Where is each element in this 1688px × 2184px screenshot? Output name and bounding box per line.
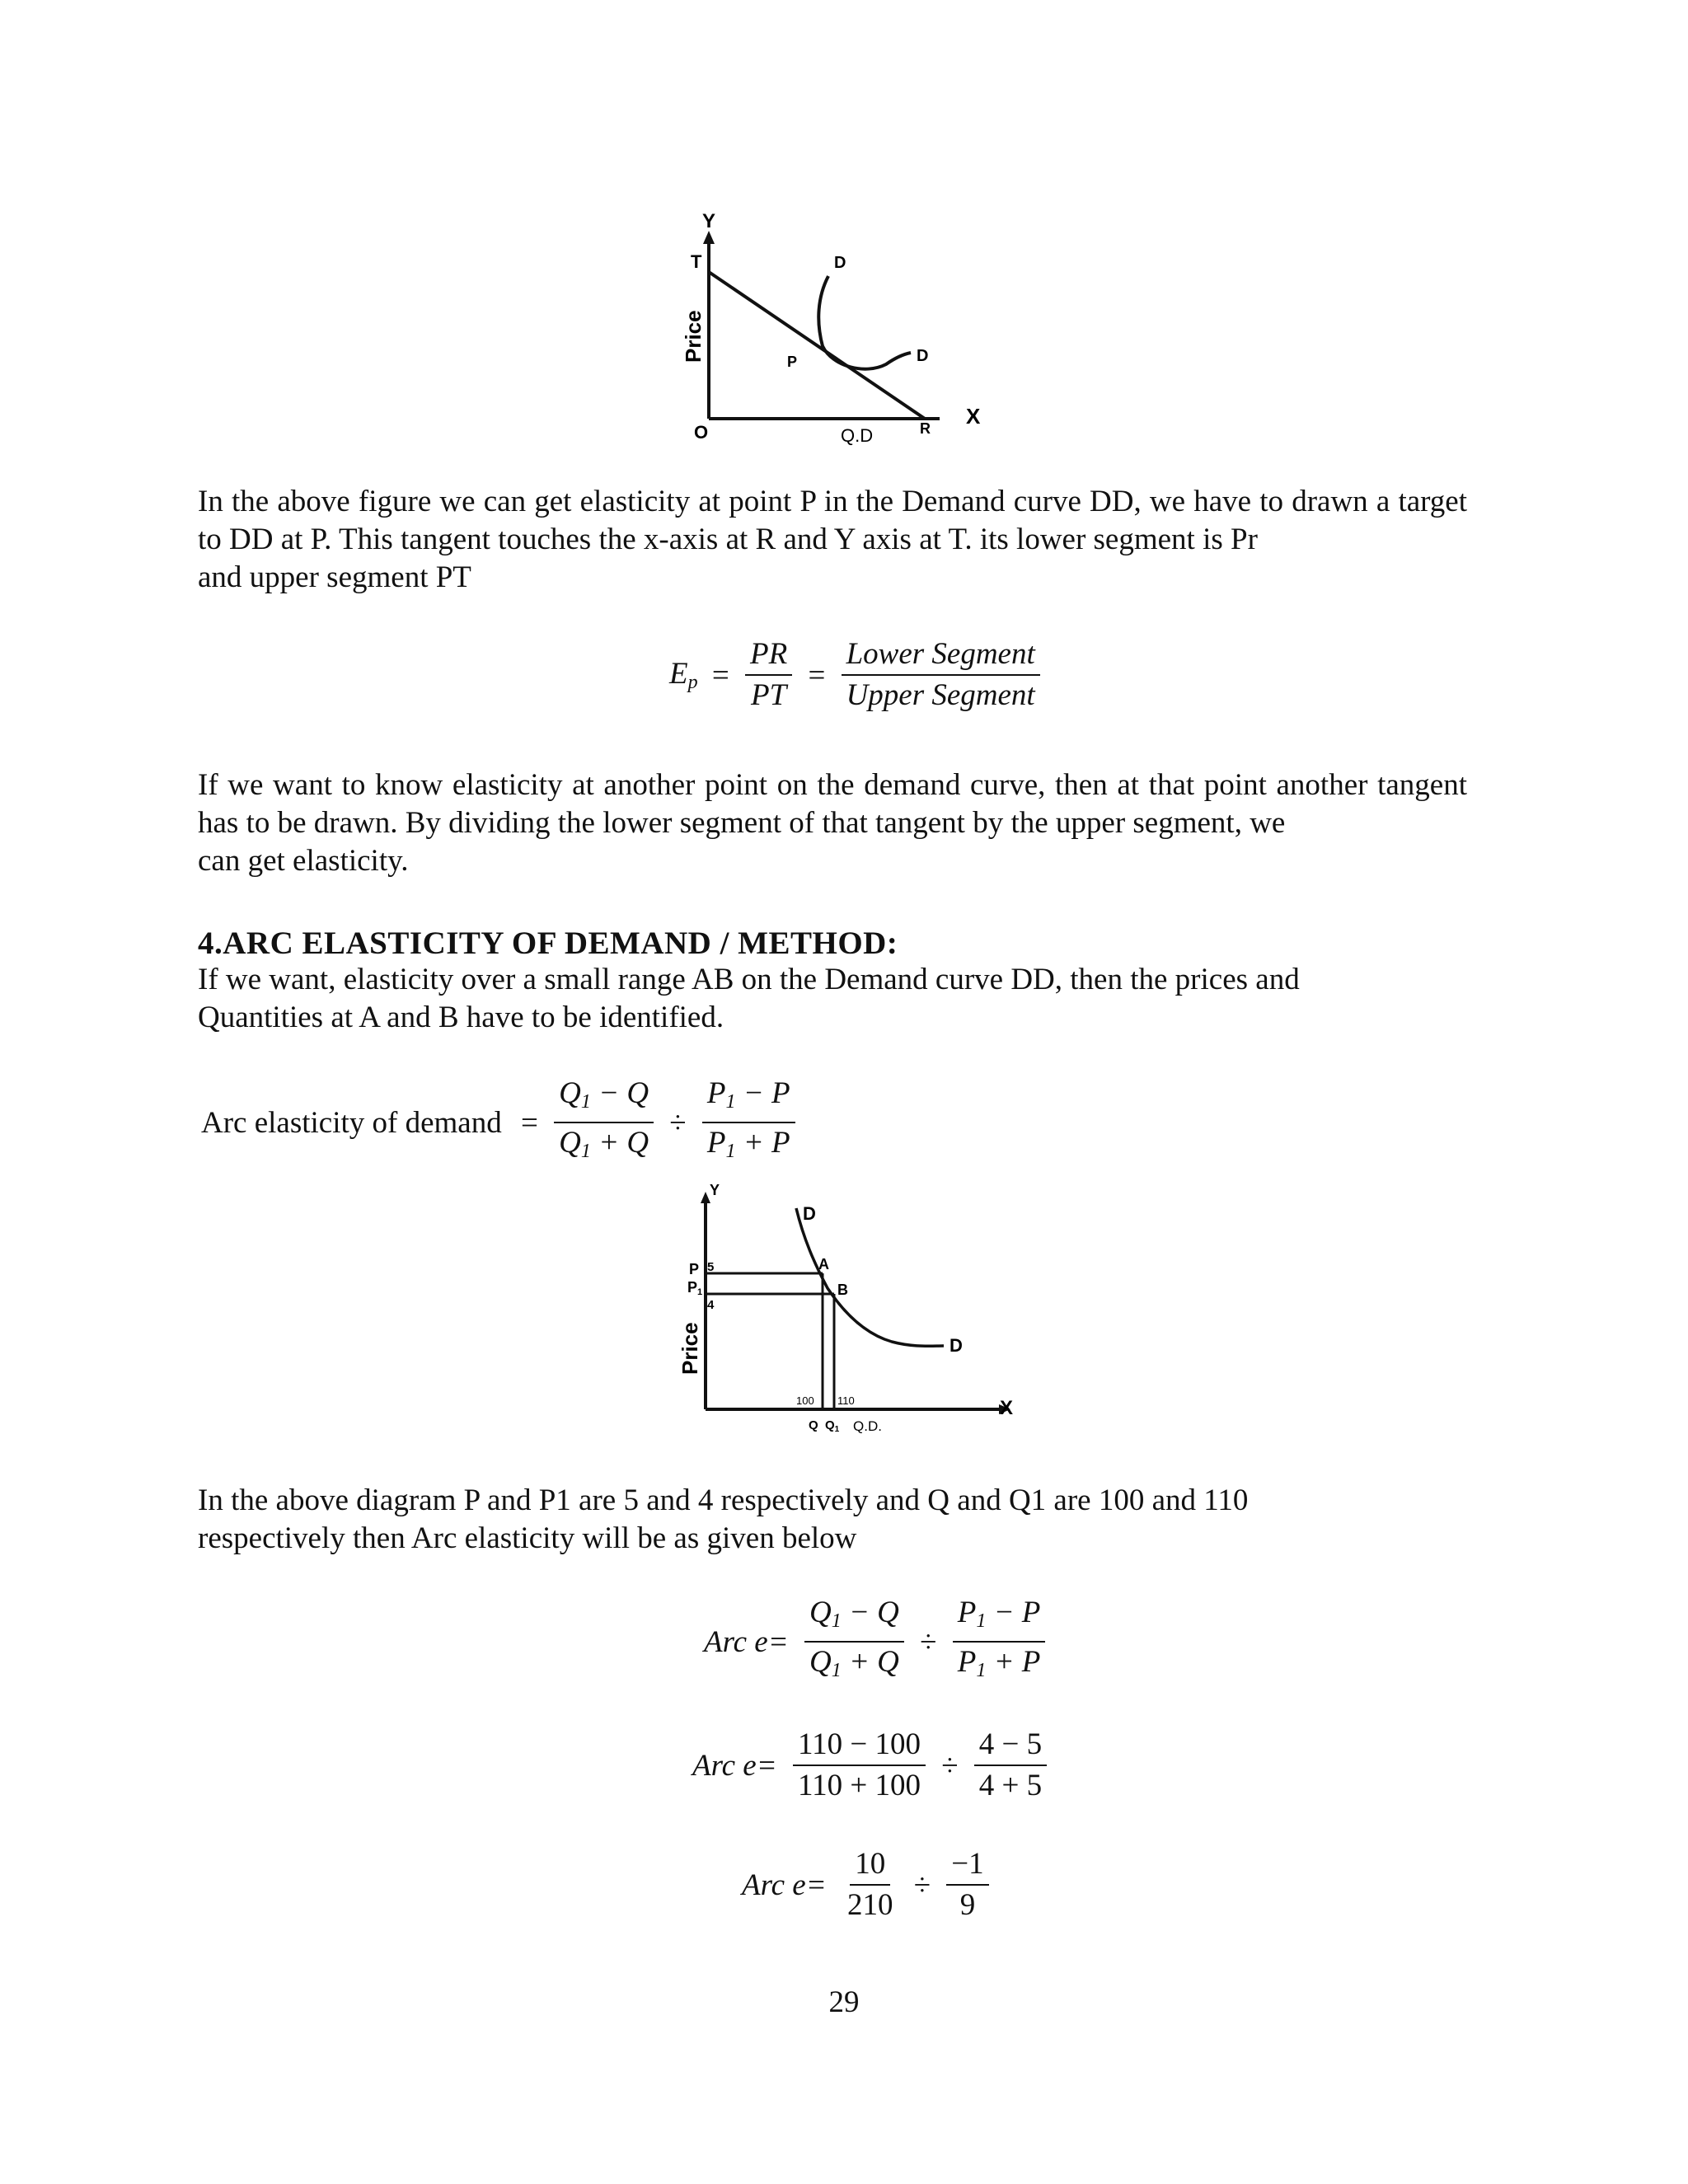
formula5-den1: 210 — [846, 1888, 893, 1922]
paragraph-another-point-body: If we want to know elasticity at another point on the demand curve, then at that point another tangent has to be drawn. By dividing the lower segment of that tangent by the upper segment, we — [198, 768, 1467, 840]
q-tick-110: 110 — [837, 1394, 855, 1407]
paragraph-arc-example — [198, 1482, 1467, 1558]
p-label: P — [689, 1261, 700, 1277]
x-axis-label: X — [1000, 1397, 1014, 1419]
paragraph-arc-intro-body: If we want, elasticity over a small range AB on the Demand curve DD, then the prices and — [198, 963, 1300, 996]
price-axis-label: Price — [681, 310, 706, 363]
formula5-fraction-q — [842, 1846, 898, 1924]
d-right-label: D — [950, 1335, 963, 1356]
paragraph-another-point — [198, 766, 1467, 880]
r-label: R — [920, 420, 931, 437]
formula1-num1: PR — [745, 636, 792, 676]
formula5-divide: ÷ — [913, 1868, 931, 1902]
formula4-den2: 4 + 5 — [978, 1769, 1043, 1802]
formula-arc-e-general — [701, 1595, 1050, 1689]
t-label: T — [691, 251, 702, 272]
page-number: 29 — [828, 1985, 860, 2019]
formula5-fraction-p — [946, 1846, 988, 1924]
p-label: P — [787, 354, 798, 370]
formula4-num1: 110 − 100 — [793, 1727, 926, 1766]
formula1-den1: PT — [750, 678, 787, 712]
formula5-num1: 10 — [850, 1846, 890, 1886]
figure-point-elasticity — [659, 206, 1022, 453]
demand-curve-dd — [796, 1208, 944, 1346]
formula1-fraction-pr-pt — [745, 636, 792, 714]
formula5-den2: 9 — [959, 1888, 976, 1922]
origin-label: O — [694, 422, 709, 443]
formula4-num2: 4 − 5 — [974, 1727, 1047, 1766]
formula3-divide: ÷ — [920, 1624, 937, 1659]
paragraph-arc-intro-last: Quantities at A and B have to be identified. — [198, 1001, 724, 1034]
y-axis-arrow — [703, 231, 715, 244]
formula3-fraction-q — [804, 1595, 904, 1689]
formula-arc-elasticity-definition — [198, 1076, 800, 1169]
formula1-fraction-segments — [842, 636, 1040, 714]
a-label: A — [818, 1256, 829, 1272]
formula5-lhs: Arc e= — [742, 1868, 827, 1902]
qd-axis-label: Q.D — [841, 425, 874, 446]
section-heading-arc-elasticity: 4.ARC ELASTICITY OF DEMAND / METHOD: — [198, 926, 898, 961]
formula4-den1: 110 + 100 — [797, 1769, 921, 1802]
formula2-equals: = — [520, 1105, 538, 1140]
formula3-p-den: $P_1 + P$ — [957, 1645, 1041, 1681]
paragraph-another-point-last: can get elasticity. — [198, 844, 409, 878]
formula1-equals2: = — [808, 658, 826, 692]
paragraph-point-elasticity-last: and upper segment PT — [198, 560, 471, 594]
formula4-divide: ÷ — [941, 1748, 959, 1783]
formula2-divide: ÷ — [669, 1105, 687, 1140]
formula-point-elasticity — [666, 636, 1045, 714]
d-top-label: D — [834, 254, 846, 272]
formula1-den2: Upper Segment — [846, 678, 1035, 712]
formula1-num2: Lower Segment — [842, 636, 1040, 676]
paragraph-point-elasticity-body: In the above figure we can get elasticity at point P in the Demand curve DD, we have to drawn a target to DD at P. This tangent touches the x-axis at R and Y axis at T. its lower segment is Pr — [198, 485, 1467, 556]
paragraph-arc-intro — [198, 961, 1467, 1037]
formula3-q-num: $Q_1 - Q$ — [804, 1595, 904, 1643]
paragraph-arc-example-last: respectively then Arc elasticity will be as given below — [198, 1521, 857, 1555]
p1-tick-4: 4 — [707, 1298, 715, 1312]
formula-arc-e-simplified — [738, 1846, 994, 1924]
formula4-fraction-q — [793, 1727, 926, 1804]
q1-label: $Q_1$ — [825, 1418, 840, 1434]
formula3-q-den: $Q_1 + Q$ — [809, 1645, 899, 1681]
qd-axis-label: Q.D. — [853, 1418, 882, 1434]
formula2-label: Arc elasticity of demand — [201, 1105, 502, 1140]
formula1-equals: = — [711, 658, 729, 692]
q-label: Q — [809, 1418, 818, 1432]
d-right-label: D — [917, 347, 929, 365]
paragraph-arc-example-body: In the above diagram P and P1 are 5 and 4 respectively and Q and Q1 are 100 and 110 — [198, 1483, 1249, 1517]
price-axis-label: Price — [678, 1322, 702, 1375]
formula3-fraction-p — [953, 1595, 1046, 1689]
p1-label: P1 — [687, 1279, 703, 1297]
formula4-fraction-p — [974, 1727, 1047, 1804]
figure-arc-elasticity — [651, 1177, 1030, 1449]
q-tick-100: 100 — [796, 1394, 814, 1407]
p-tick-5: 5 — [707, 1260, 715, 1274]
formula3-p-num: $P_1 - P$ — [953, 1595, 1046, 1643]
formula2-q-den: $Q_1 + Q$ — [559, 1126, 649, 1162]
formula2-p-num: $P_1 - P$ — [702, 1076, 795, 1123]
formula2-fraction-p — [702, 1076, 795, 1169]
formula2-q-num: $Q_1 - Q$ — [554, 1076, 654, 1123]
formula2-fraction-q — [554, 1076, 654, 1169]
formula1-lhs: $E_p$ — [669, 657, 698, 693]
y-axis-label: Y — [710, 1182, 720, 1198]
formula-arc-e-substituted — [689, 1727, 1052, 1804]
tangent-line-tr — [709, 272, 925, 419]
formula4-lhs: Arc e= — [692, 1748, 777, 1783]
x-axis-label: X — [966, 404, 981, 429]
formula5-num2: −1 — [946, 1846, 988, 1886]
d-top-label: D — [803, 1203, 816, 1224]
y-axis-label: Y — [702, 210, 716, 232]
formula3-lhs: Arc e= — [704, 1624, 789, 1659]
formula2-p-den: $P_1 + P$ — [706, 1126, 790, 1162]
paragraph-point-elasticity — [198, 483, 1467, 597]
b-label: B — [837, 1282, 848, 1298]
